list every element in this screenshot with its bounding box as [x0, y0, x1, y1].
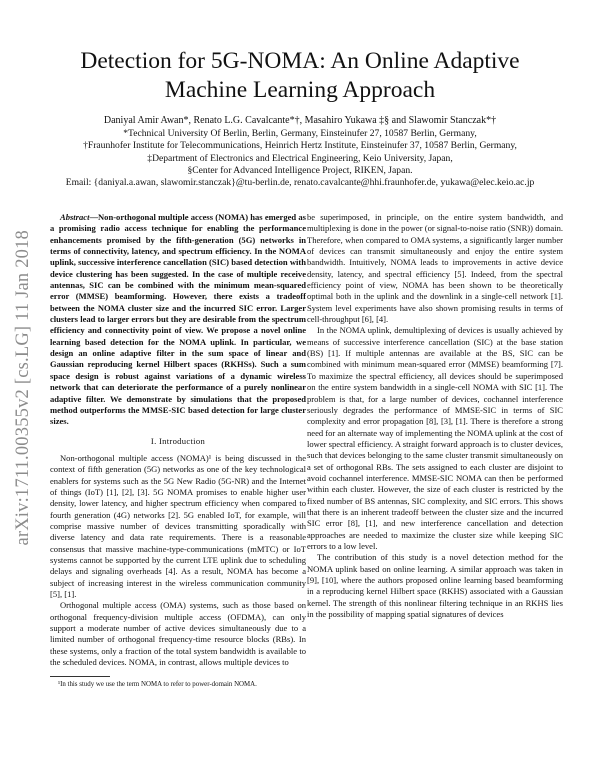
- email-line: Email: {daniyal.a.awan, slawomir.stanczak}@tu-berlin.de, renato.cavalcante@hhi.fraunhofer.de, yukawa@elec.keio.ac.jp: [65, 177, 535, 189]
- body-paragraph: Non-orthogonal multiple access (NOMA)¹ is being discussed in the context of fifth generation (5G) networks as one of the key technological enablers for systems such as the 5G New Radio (5G-NR) and the Internet of things (IoT) [1], [2], [3]. 5G NOMA promises to enable higher user density, lower latency, and higher spectrum efficiency when compared to fourth generation (4G) networks [2]. 5G enabled IoT, for example, will comprise massive number of devices transmitting sporadically with diverse latency and data rate requirements. There is a reasonable consensus that massive machine-type-communications (mMTC) or IoT systems cannot be supported by the current LTE uplink due to scheduling delays and signaling overheads [4]. As a result, NOMA has become a subject of increasing interest in the wireless communication community [5], [1].: [50, 452, 306, 599]
- abstract: [50, 212, 306, 428]
- affiliation-line: *Technical University Of Berlin, Berlin, Germany, Einsteinufer 27, 10587 Berlin, Germany,: [123, 128, 477, 140]
- affiliation-line: †Fraunhofer Institute for Telecommunications, Heinrich Hertz Institute, Einsteinufer 37, 10587 Berlin, Germany,: [83, 140, 517, 152]
- paper-title: Detection for 5G-NOMA: An Online Adaptive Machine Learning Approach: [80, 48, 520, 103]
- right-column: [307, 212, 563, 620]
- footnote-rule: [50, 676, 110, 677]
- abstract-label: Abstract: [60, 212, 90, 222]
- abstract-text: —Non-orthogonal multiple access (NOMA) has emerged as a promising radio access technique for enabling the performance enhancements promised by the fifth-generation (5G) networks in terms of connectivity, latency, and spectrum efficiency. In the NOMA uplink, successive interference cancellation (SIC) based detection with device clustering has been suggested. In the case of multiple receive antennas, SIC can be combined with the minimum mean-squared error (MMSE) beamforming. However, there exists a tradeoff between the NOMA cluster size and the incurred SIC error. Larger clusters lead to larger errors but they are desirable from the spectrum efficiency and connectivity point of view. We propose a novel online learning based detection for the NOMA uplink. In particular, we design an online adaptive filter in the sum space of linear and Gaussian reproducing kernel Hilbert spaces (RKHSs). Such a sum space design is robust against variations of a dynamic wireless network that can deteriorate the performance of a purely nonlinear adaptive filter. We demonstrate by simulations that the proposed method outperforms the MMSE-SIC based detection for large cluster sizes.: [50, 212, 306, 427]
- affiliation-line: §Center for Advanced Intelligence Project, RIKEN, Japan.: [187, 164, 413, 176]
- section-heading: I. Introduction: [150, 435, 206, 446]
- left-column: [50, 212, 306, 689]
- affiliation-line: ‡Department of Electronics and Electrical Engineering, Keio University, Japan,: [147, 152, 453, 164]
- author-block: [40, 115, 560, 189]
- body-paragraph: be superimposed, in principle, on the entire system bandwidth, and multiplexing is done in the power (or signal-to-noise ratio (SNR)) domain. Therefore, when compared to OMA systems, a significantly larger number of devices can transmit simultaneously and enjoy the entire system bandwidth. Intuitively, NOMA leads to improvements in active device density, latency, and spectral efficiency [5]. Indeed, from the spectral efficiency point of view, NOMA has been shown to be theoretically optimal both in the uplink and the downlink in a single-cell network [1]. System level experiments have also shown promising results in terms of cell-throughput [6], [4].: [307, 212, 563, 325]
- author-names: Daniyal Amir Awan*, Renato L.G. Cavalcante*†, Masahiro Yukawa ‡§ and Slawomir Stanczak*†: [103, 115, 497, 126]
- arxiv-stamp: arXiv:1711.00355v2 [cs.LG] 11 Jan 2018: [12, 230, 33, 546]
- footnote: ¹In this study we use the term NOMA to refer to power-domain NOMA.: [58, 681, 257, 689]
- body-paragraph: The contribution of this study is a novel detection method for the NOMA uplink based on online learning. A similar approach was taken in [9], [10], where the authors proposed online learning based beamforming in a reproducing kernel Hilbert space (RKHS) associated with a Gaussian kernel. The strength of this nonlinear filtering technique in an RKHS lies in the possibility of mapping spatial signatures of devices: [307, 552, 563, 620]
- body-paragraph: In the NOMA uplink, demultiplexing of devices is usually achieved by means of successive interference cancellation (SIC) at the base station (BS) [1]. If multiple antennas are available at the BS, SIC can be combined with minimum mean-squared error (MMSE) beamforming [7]. To maximize the spectral efficiency, all devices should be superimposed on the entire system bandwidth in a single-cell NOMA with SIC [1]. The problem is that, for a large number of devices, cochannel interference seriously degrades the performance of MMSE-SIC in terms of SIC complexity and error propagation [8], [3], [1]. There is therefore a strong need for an alternate way of implementing the NOMA uplink at the cost of lower spectral efficiency. A straight forward approach is to cluster devices, such that devices belonging to the same cluster transmit simultaneously on a set of orthogonal RBs. The sets assigned to each cluster are disjoint to avoid cochannel interference. MMSE-SIC NOMA can then be performed within each cluster. However, the size of each cluster is restricted by the fixed number of BS antennas, SIC complexity, and SIC errors. This shows that there is an inherent tradeoff between the cluster size and the incurred SIC error [8], [1], and new interference cancellation and detection approaches are needed to maximize the cluster size while keeping SIC errors to a low level.: [307, 325, 563, 551]
- body-paragraph: Orthogonal multiple access (OMA) systems, such as those based on orthogonal frequency-division multiple access (OFDMA), can only support a moderate number of active devices simultaneously due to a limited number of orthogonal frequency-time resource blocks (RBs). In these systems, only a fraction of the total system bandwidth is available to the scheduled devices. NOMA, in contrast, allows multiple devices to: [50, 600, 306, 668]
- arxiv-stamp-container: [11, 222, 35, 554]
